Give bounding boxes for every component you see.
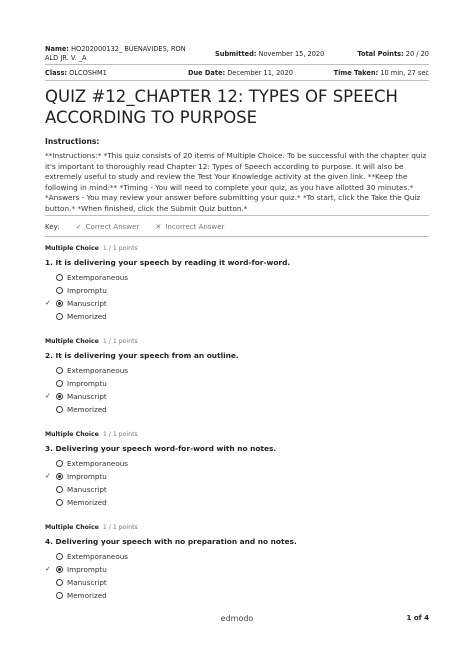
total-points-label: Total Points: (357, 50, 404, 58)
radio-button (56, 579, 63, 586)
question-text: 1. It is delivering your speech by reading it word-for-word. (45, 258, 291, 267)
option-manuscript (45, 576, 435, 589)
option-extemporaneous (45, 271, 435, 284)
option-label: Extemporaneous (67, 273, 129, 282)
question-points: 1 / 1 points (102, 245, 138, 252)
instructions-heading: Instructions: (45, 137, 100, 146)
time-label: Time Taken: (333, 69, 379, 77)
option-memorized (45, 589, 435, 602)
class-info (45, 69, 107, 77)
question-meta (45, 337, 435, 346)
submitted-label: Submitted: (215, 50, 257, 58)
radio-button (56, 460, 63, 467)
due-label: Due Date: (188, 69, 226, 77)
question-4 (45, 523, 435, 602)
edmodo-logo: edmodo (220, 614, 254, 623)
class-value: OLCOSHM1 (69, 69, 107, 77)
question-meta (45, 430, 435, 439)
question-text: 2. It is delivering your speech from an outline. (45, 351, 239, 360)
radio-button-selected (56, 300, 63, 307)
student-name (45, 45, 195, 63)
question-type: Multiple Choice (45, 431, 99, 438)
name-label: Name: (45, 45, 69, 53)
question-2 (45, 337, 435, 416)
instructions-divider (45, 215, 429, 216)
option-label: Manuscript (67, 578, 107, 587)
key-incorrect-label: Incorrect Answer (165, 223, 225, 231)
option-label: Memorized (67, 498, 107, 507)
option-list (45, 271, 435, 323)
question-points: 1 / 1 points (102, 431, 138, 438)
answer-key (45, 223, 224, 231)
option-impromptu (45, 470, 435, 483)
radio-button-selected (56, 566, 63, 573)
question-meta (45, 523, 435, 532)
option-impromptu (45, 377, 435, 390)
option-extemporaneous (45, 550, 435, 563)
header-divider (45, 64, 429, 65)
option-label: Extemporaneous (67, 366, 129, 375)
radio-button (56, 553, 63, 560)
option-label: Memorized (67, 405, 107, 414)
option-manuscript (45, 390, 435, 403)
option-label: Manuscript (67, 485, 107, 494)
option-label: Impromptu (67, 565, 107, 574)
radio-button (56, 367, 63, 374)
key-correct (76, 223, 139, 231)
key-divider (45, 236, 429, 237)
question-text: 4. Delivering your speech with no preparation and no notes. (45, 537, 297, 546)
option-label: Impromptu (67, 286, 107, 295)
option-label: Manuscript (67, 392, 107, 401)
question-type: Multiple Choice (45, 524, 99, 531)
option-manuscript (45, 483, 435, 496)
cross-icon: ✕ (155, 223, 162, 231)
check-icon: ✓ (45, 392, 51, 400)
question-text: 3. Delivering your speech word-for-word with no notes. (45, 444, 277, 453)
question-type: Multiple Choice (45, 245, 99, 252)
radio-button (56, 313, 63, 320)
radio-button (56, 592, 63, 599)
submitted-value: November 15, 2020 (258, 50, 325, 58)
question-points: 1 / 1 points (102, 338, 138, 345)
question-meta (45, 244, 435, 253)
name-value: HO202000132_ BUENAVIDES, RON ALD JR. V. _A (45, 45, 186, 62)
radio-button (56, 380, 63, 387)
option-label: Extemporaneous (67, 552, 129, 561)
due-value: December 11, 2020 (227, 69, 293, 77)
check-icon: ✓ (45, 299, 51, 307)
option-memorized (45, 496, 435, 509)
option-list (45, 457, 435, 509)
option-label: Memorized (67, 591, 107, 600)
radio-button (56, 287, 63, 294)
radio-button (56, 499, 63, 506)
option-list (45, 550, 435, 602)
option-label: Impromptu (67, 472, 107, 481)
submitted-info (215, 50, 324, 58)
key-correct-label: Correct Answer (85, 223, 140, 231)
time-value: 10 min, 27 sec (380, 69, 429, 77)
due-date-info (188, 69, 293, 77)
radio-button-selected (56, 473, 63, 480)
option-impromptu (45, 284, 435, 297)
radio-button (56, 486, 63, 493)
option-memorized (45, 403, 435, 416)
page-number: 1 of 4 (406, 614, 429, 622)
radio-button (56, 274, 63, 281)
question-type: Multiple Choice (45, 338, 99, 345)
total-points (357, 50, 429, 58)
key-label: Key: (45, 223, 60, 231)
question-3 (45, 430, 435, 509)
page-title: QUIZ #12_CHAPTER 12: TYPES OF SPEECH ACCORDING TO PURPOSE (45, 87, 398, 127)
check-icon: ✓ (45, 472, 51, 480)
time-taken-info (334, 69, 429, 77)
option-label: Memorized (67, 312, 107, 321)
instructions-body: **Instructions:* *This quiz consists of 20 items of Multiple Choice. To be successful with the chapter quiz it's important to thoroughly read Chapter 12: Types of Speech according to purpose. It will also be extremely useful to study and review the Test Your Knowledge activity at the given link. **Keep the following in mind:** *Timing - You will need to complete your quiz, as you have allotted 30 minutes.* *Answers - You may review your answer before submitting your quiz.* *To start, click the Take the Quiz button.* *When finished, click the Submit Quiz button.* (45, 151, 427, 213)
option-extemporaneous (45, 457, 435, 470)
option-impromptu (45, 563, 435, 576)
check-icon: ✓ (75, 223, 82, 231)
radio-button (56, 406, 63, 413)
radio-button-selected (56, 393, 63, 400)
option-extemporaneous (45, 364, 435, 377)
check-icon: ✓ (45, 565, 51, 573)
total-points-value: 20 / 20 (405, 50, 429, 58)
option-list (45, 364, 435, 416)
question-1 (45, 244, 435, 323)
option-label: Impromptu (67, 379, 107, 388)
option-manuscript (45, 297, 435, 310)
option-label: Manuscript (67, 299, 107, 308)
key-incorrect (155, 223, 224, 231)
option-memorized (45, 310, 435, 323)
header-divider-2 (45, 80, 429, 81)
option-label: Extemporaneous (67, 459, 129, 468)
question-points: 1 / 1 points (102, 524, 138, 531)
class-label: Class: (45, 69, 68, 77)
